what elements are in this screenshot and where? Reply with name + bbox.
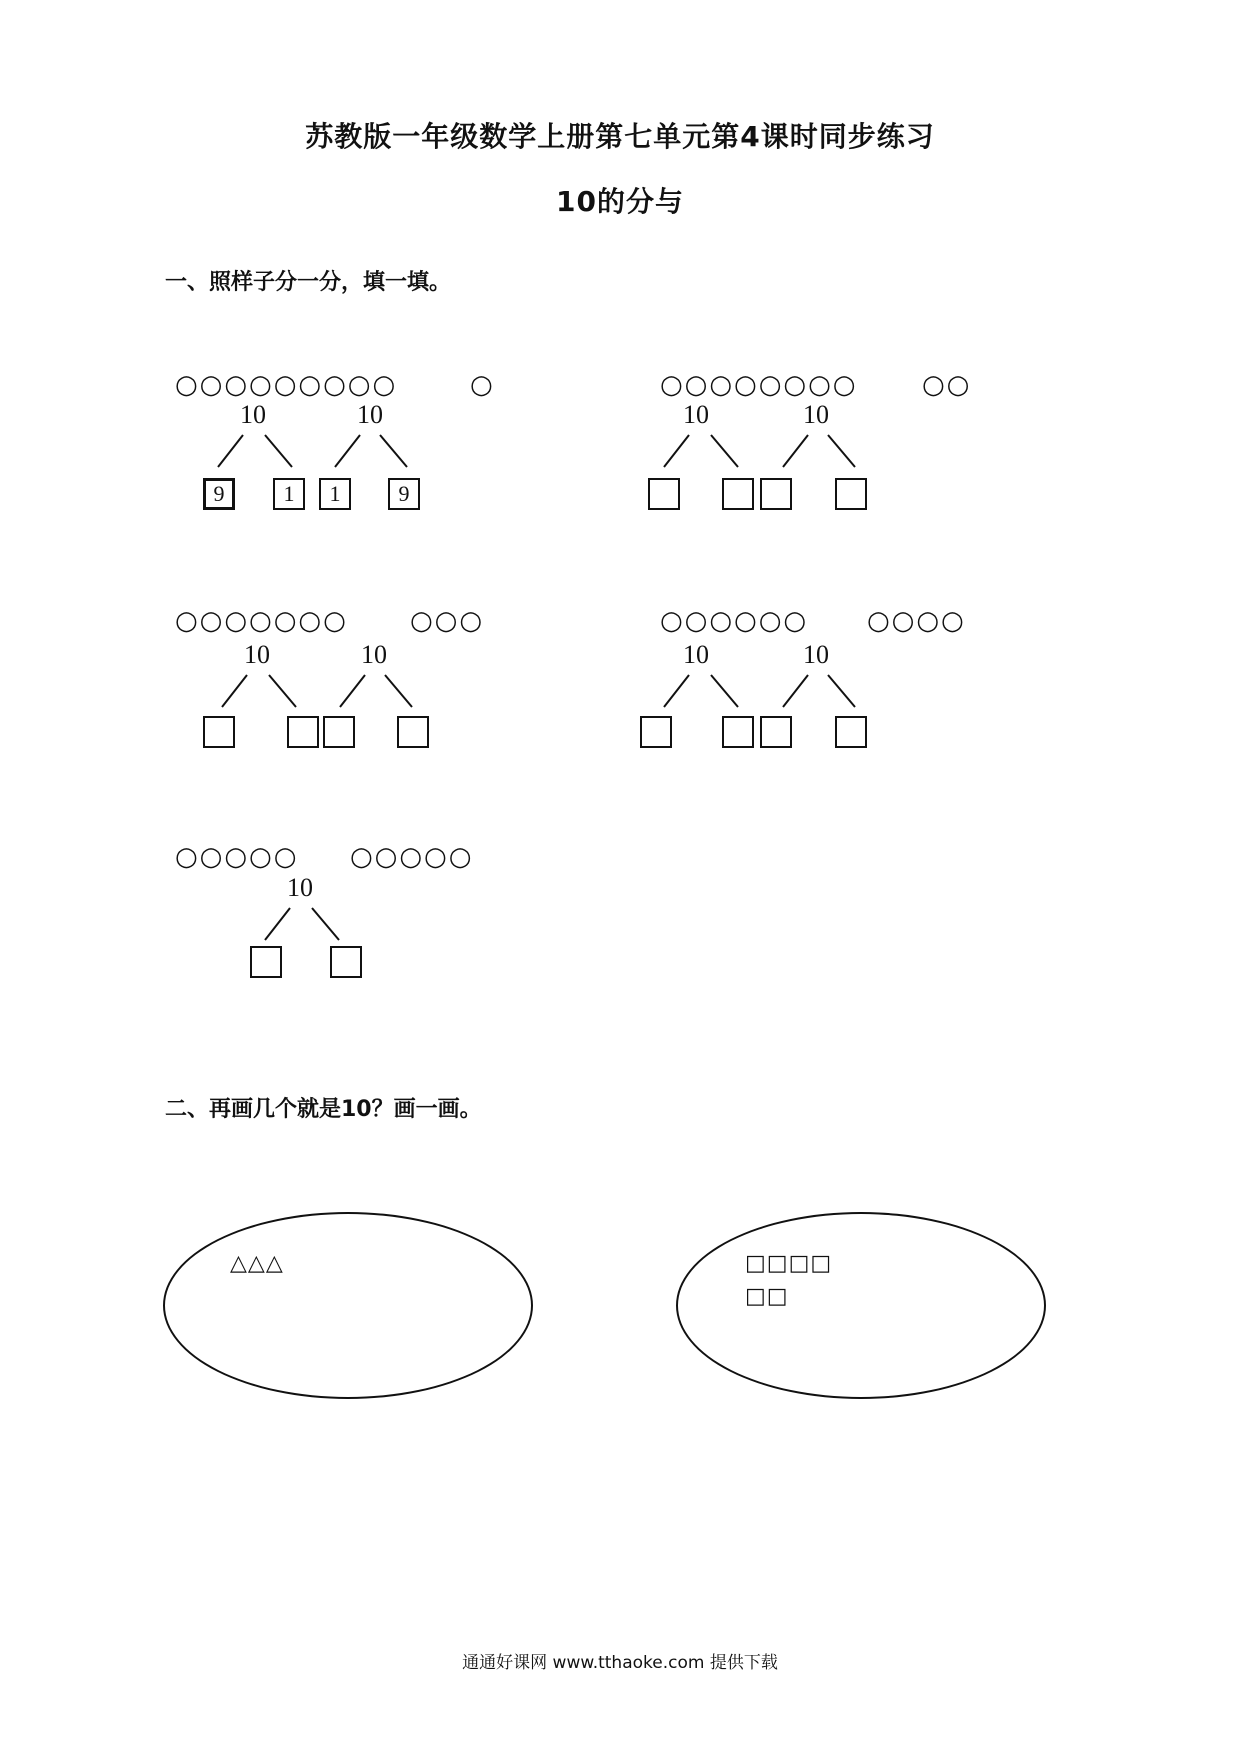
problem-2-total-b: 10 [803, 400, 829, 429]
split-line [711, 675, 738, 707]
answer-box[interactable] [722, 478, 754, 510]
problem-1-total-b: 10 [357, 400, 383, 429]
problem-3-total-b: 10 [361, 640, 387, 669]
split-line [664, 435, 689, 467]
answer-box[interactable]: 1 [273, 478, 305, 510]
split-line [380, 435, 407, 467]
answer-box[interactable] [760, 478, 792, 510]
answer-box[interactable] [250, 946, 282, 978]
problem-2-left-circles: ○○○○○○○○ [660, 370, 858, 400]
answer-box[interactable] [397, 716, 429, 748]
problem-4-right-circles: ○○○○ [867, 606, 966, 636]
problem-2-right-circles: ○○ [922, 370, 972, 400]
answer-box[interactable] [835, 716, 867, 748]
answer-box[interactable]: 9 [203, 478, 235, 510]
split-line [265, 908, 290, 940]
answer-box[interactable] [722, 716, 754, 748]
answer-box[interactable]: 9 [388, 478, 420, 510]
answer-box[interactable] [760, 716, 792, 748]
answer-box[interactable] [648, 478, 680, 510]
split-line [828, 675, 855, 707]
split-line [269, 675, 296, 707]
problem-3-left-circles: ○○○○○○○ [175, 606, 348, 636]
split-line [218, 435, 243, 467]
split-line [265, 435, 292, 467]
oval-2-squares-row-1: □□□□ [745, 1251, 833, 1276]
section-2-heading: 二、再画几个就是10？画一画。 [165, 1097, 482, 1122]
answer-box[interactable] [287, 716, 319, 748]
problem-5-left-circles: ○○○○○ [175, 842, 299, 872]
page-subtitle: 10的分与 [556, 185, 684, 218]
answer-box[interactable] [330, 946, 362, 978]
problem-5-total-a: 10 [287, 873, 313, 902]
problem-1-right-circles: ○ [470, 370, 495, 400]
section-1-heading: 一、照样子分一分，填一填。 [165, 270, 452, 295]
problem-4-left-circles: ○○○○○○ [660, 606, 809, 636]
split-line [340, 675, 365, 707]
oval-2-squares-row-2: □□ [745, 1284, 789, 1309]
drawing-oval-squares[interactable] [676, 1212, 1046, 1399]
problem-2-total-a: 10 [683, 400, 709, 429]
answer-box[interactable] [323, 716, 355, 748]
problem-3-total-a: 10 [244, 640, 270, 669]
drawing-oval-triangles[interactable] [163, 1212, 533, 1399]
problem-1-total-a: 10 [240, 400, 266, 429]
split-line [385, 675, 412, 707]
answer-box[interactable] [640, 716, 672, 748]
footer-credit: 通通好课网 www.tthaoke.com 提供下载 [462, 1653, 778, 1673]
problem-1-left-circles: ○○○○○○○○○ [175, 370, 398, 400]
problem-4-total-b: 10 [803, 640, 829, 669]
split-line [711, 435, 738, 467]
problem-5-right-circles: ○○○○○ [350, 842, 474, 872]
problem-3-right-circles: ○○○ [410, 606, 485, 636]
page-title: 苏教版一年级数学上册第七单元第4课时同步练习 [305, 120, 935, 153]
split-line [828, 435, 855, 467]
answer-box[interactable] [835, 478, 867, 510]
split-line [335, 435, 360, 467]
oval-1-triangles: △△△ [230, 1251, 284, 1276]
split-line [222, 675, 247, 707]
answer-box[interactable]: 1 [319, 478, 351, 510]
split-line [783, 675, 808, 707]
split-line [664, 675, 689, 707]
split-line [312, 908, 339, 940]
split-line [783, 435, 808, 467]
answer-box[interactable] [203, 716, 235, 748]
problem-4-total-a: 10 [683, 640, 709, 669]
